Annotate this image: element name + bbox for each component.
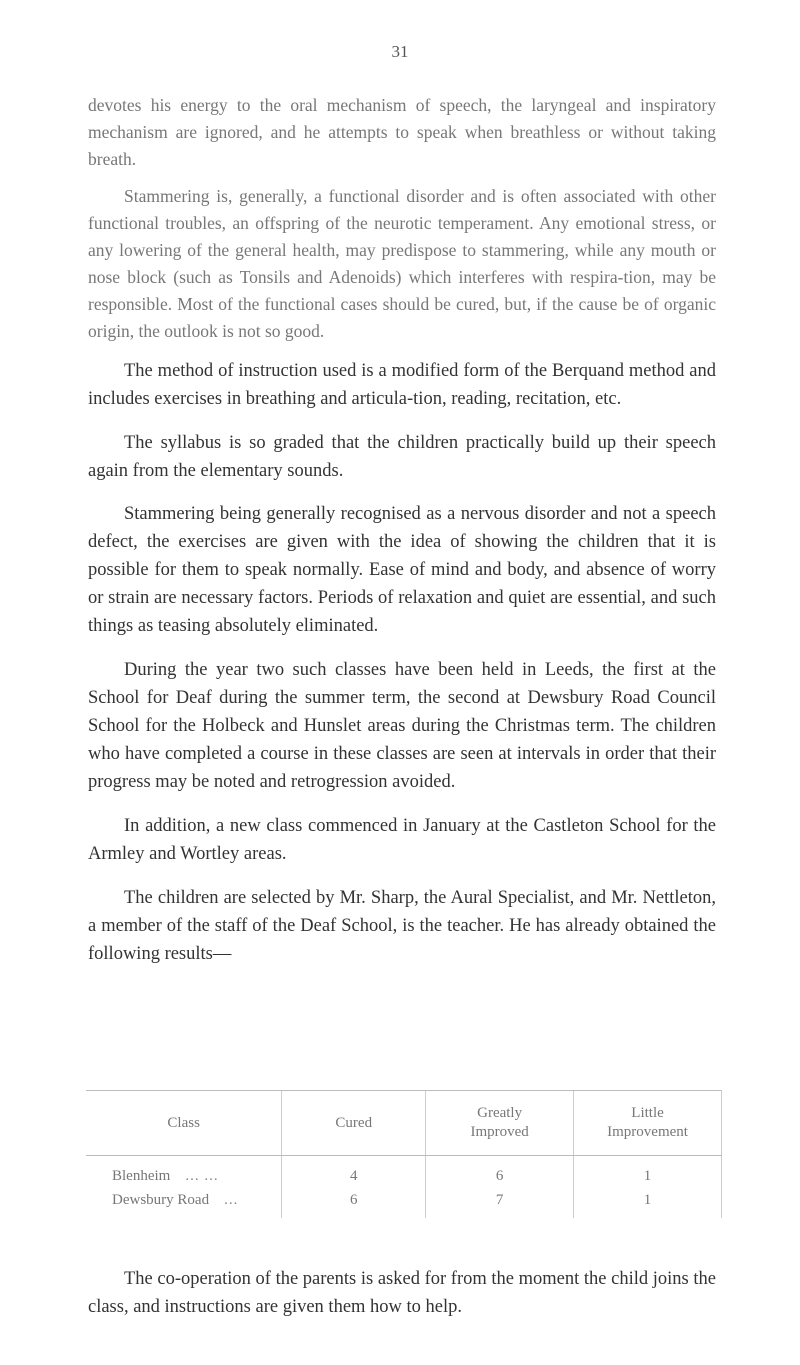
header-cured: Cured	[282, 1091, 426, 1156]
table-row	[86, 1156, 722, 1189]
row-cured: 6	[282, 1188, 426, 1218]
paragraph-4: The syllabus is so graded that the children practically build up their speech again from the elementary sounds.	[88, 433, 716, 481]
leader-dots: ...	[224, 1191, 239, 1208]
body-text	[88, 92, 716, 968]
paragraph-2: Stammering is, generally, a functional disorder and is often associated with other functional troubles, an offspring of the neurotic temperament. Any emotional stress, or any lowering of the general health, may predispose to stammering, while any mouth or nose block (such as Tonsils and Adenoids) which interferes with respira-tion, may be responsible. Most of the functional cases should be cured, but, if the cause be of organic origin, the outlook is not so good.	[88, 186, 716, 341]
header-little-improvement: Little Improvement	[574, 1091, 722, 1156]
row-greatly-improved: 7	[426, 1188, 574, 1218]
results-table	[86, 1090, 722, 1218]
paragraph-6: During the year two such classes have been held in Leeds, the first at the School for Deaf during the summer term, the second at Dewsbury Road Council School for the Holbeck and Hunslet areas during the Christmas term. The children who have completed a course in these classes are seen at intervals in order that their progress may be noted and retrogression avoided.	[88, 660, 716, 792]
header-greatly-improved: Greatly Improved	[426, 1091, 574, 1156]
paragraph-3: The method of instruction used is a modified form of the Berquand method and includes exercises in breathing and articula-tion, reading, recitation, etc.	[88, 361, 716, 409]
row-little-improvement: 1	[574, 1188, 722, 1218]
table-header-row	[86, 1091, 722, 1156]
closing-text	[88, 1265, 716, 1321]
table-row	[86, 1188, 722, 1218]
paragraph-8: The children are selected by Mr. Sharp, the Aural Specialist, and Mr. Nettleton, a member of the staff of the Deaf School, is the teacher. He has already obtained the following results—	[88, 888, 716, 964]
row-little-improvement: 1	[574, 1156, 722, 1189]
page-number: 31	[391, 42, 409, 61]
paragraph-1: devotes his energy to the oral mechanism of speech, the laryngeal and inspiratory mechanism are ignored, and he attempts to speak when breathless or without taking breath.	[88, 95, 716, 169]
row-class-name: Blenheim ... ...	[112, 1167, 219, 1184]
paragraph-7: In addition, a new class commenced in January at the Castleton School for the Armley and Wortley areas.	[88, 816, 716, 864]
header-class: Class	[86, 1091, 282, 1156]
row-greatly-improved: 6	[426, 1156, 574, 1189]
paragraph-5: Stammering being generally recognised as a nervous disorder and not a speech defect, the exercises are given with the idea of showing the children that it is possible for them to speak normally. Ease of mind and body, and absence of worry or strain are necessary factors. Periods of relaxation and quiet are essential, and such things as teasing absolutely eliminated.	[88, 504, 716, 636]
row-class-name: Dewsbury Road ...	[112, 1191, 239, 1208]
leader-dots: ... ...	[185, 1167, 219, 1184]
row-cured: 4	[282, 1156, 426, 1189]
paragraph-closing: The co-operation of the parents is asked for from the moment the child joins the class, and instructions are given them how to help.	[88, 1269, 716, 1317]
